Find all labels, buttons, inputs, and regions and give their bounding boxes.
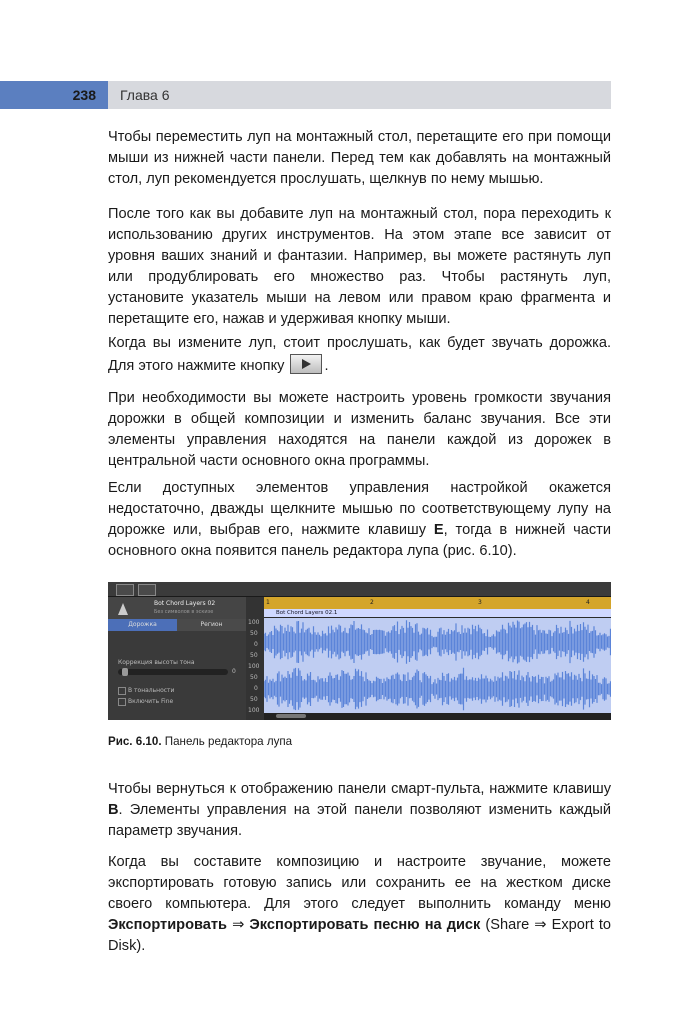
paragraph-6-b: . Элементы управления на этой панели позволяют изменить каждый параметр звучания. — [108, 802, 611, 839]
scale-label: 0 — [254, 641, 258, 648]
figure-caption — [108, 735, 292, 748]
option-fine: Включить Fine — [128, 698, 174, 705]
scale-label: 50 — [250, 652, 258, 659]
menu-arrow: ⇒ — [227, 917, 250, 933]
paragraph-7-a: Когда вы составите композицию и настроите звучание, можете экспортировать готовую запись или сохранить ее на жестком диске своего компьютера. Для этого следует выполнить команду меню — [108, 854, 611, 912]
paragraph-5-a: Если доступных элементов управления настройкой окажется недостаточно, дважды щелкните мышью по соответствующему лупу на дорожке или, выбрав его, нажмите клавишу — [108, 480, 611, 538]
paragraph-5-b: , тогда в нижней части основного окна появится панель редактора лупа (рис. 6.10). — [108, 522, 611, 559]
loop-tabs — [108, 619, 246, 631]
pitch-value: 0 — [232, 668, 236, 675]
paragraph-1: Чтобы переместить луп на монтажный стол, перетащите его при помощи мыши из нижней части панели. Перед тем как добавлять на монтажный стол, луп рекомендуется прослушать, щелкнув по нему мышью. — [108, 129, 611, 187]
play-button-icon — [290, 354, 322, 374]
paragraph-2: После того как вы добавите луп на монтажный стол, пора переходить к использованию других инструментов. На этом этапе все зависит от уровня ваших знаний и фантазии. Например, вы можете растянуть луп или продублировать его множество раз. Чтобы растянуть луп, установите указатель мыши на левом или правом краю фрагмента и перетащите его, нажав и удерживая кнопку мыши. — [108, 206, 611, 327]
pitch-slider-thumb — [122, 668, 128, 676]
scale-label: 50 — [250, 696, 258, 703]
figure-toolbar — [108, 582, 611, 597]
scale-label: 50 — [250, 674, 258, 681]
ruler-mark: 1 — [266, 599, 270, 606]
paragraph-7-b: (Share ⇒ Export to Disk). — [108, 917, 612, 954]
key-b: B — [108, 802, 119, 818]
region-label: Bot Chord Layers 02.1 — [276, 610, 338, 616]
paragraph-6 — [108, 779, 611, 842]
option-key: В тональности — [128, 687, 175, 694]
scale-column — [246, 597, 264, 720]
timeline-ruler — [264, 597, 611, 609]
waveform — [264, 618, 611, 713]
menu-export-to-disk: Экспортировать песню на диск — [249, 917, 481, 933]
page-header — [0, 81, 611, 109]
loop-header — [108, 597, 246, 619]
paragraph-3-text: Когда вы измените луп, стоит прослушать, как будет звучать дорожка. Для этого нажмите кнопку — [108, 335, 611, 374]
loop-instrument-icon — [116, 601, 130, 617]
scale-label: 50 — [250, 630, 258, 637]
paragraph-4: При необходимости вы можете настроить уровень громкости звучания дорожки в общей композиции и изменить баланс звучания. Все эти элементы управления находятся на панели каждой из дорожек в центральной части основного окна программы. — [108, 390, 611, 469]
ruler-mark: 4 — [586, 599, 590, 606]
loop-name: Bot Chord Layers 02 — [154, 600, 216, 607]
page-number: 238 — [72, 87, 96, 103]
key-e: E — [433, 522, 444, 538]
caption-text: Панель редактора лупа — [161, 735, 293, 748]
loop-editor-figure — [108, 582, 611, 720]
paragraph-3 — [108, 333, 611, 377]
ruler-mark: 3 — [478, 599, 482, 606]
paragraph-7 — [108, 852, 611, 957]
region-header — [264, 609, 611, 617]
editor-icon — [138, 584, 156, 596]
scale-label: 100 — [248, 707, 260, 714]
paragraph-6-a: Чтобы вернуться к отображению панели смарт-пульта, нажмите клавишу — [108, 781, 611, 797]
ruler-mark: 2 — [370, 599, 374, 606]
paragraph-3-end: . — [324, 358, 329, 374]
tab-region: Регион — [177, 619, 246, 631]
menu-export: Экспортировать — [108, 917, 228, 933]
loop-subtitle: Без символов в эскизе — [154, 609, 214, 615]
tab-tracks: Дорожка — [108, 619, 177, 631]
pitch-label: Коррекция высоты тона — [118, 659, 195, 666]
chapter-title: Глава 6 — [120, 87, 170, 103]
pitch-slider — [118, 669, 228, 675]
loop-panel — [108, 597, 246, 720]
checkbox-key — [118, 687, 126, 695]
scale-label: 100 — [248, 663, 260, 670]
scroll-thumb — [276, 714, 306, 718]
caption-label: Рис. 6.10. — [108, 735, 162, 748]
horizontal-scrollbar — [264, 713, 611, 720]
scale-label: 100 — [248, 619, 260, 626]
tracks-icon — [116, 584, 134, 596]
checkbox-fine — [118, 698, 126, 706]
paragraph-5 — [108, 478, 611, 562]
scale-label: 0 — [254, 685, 258, 692]
